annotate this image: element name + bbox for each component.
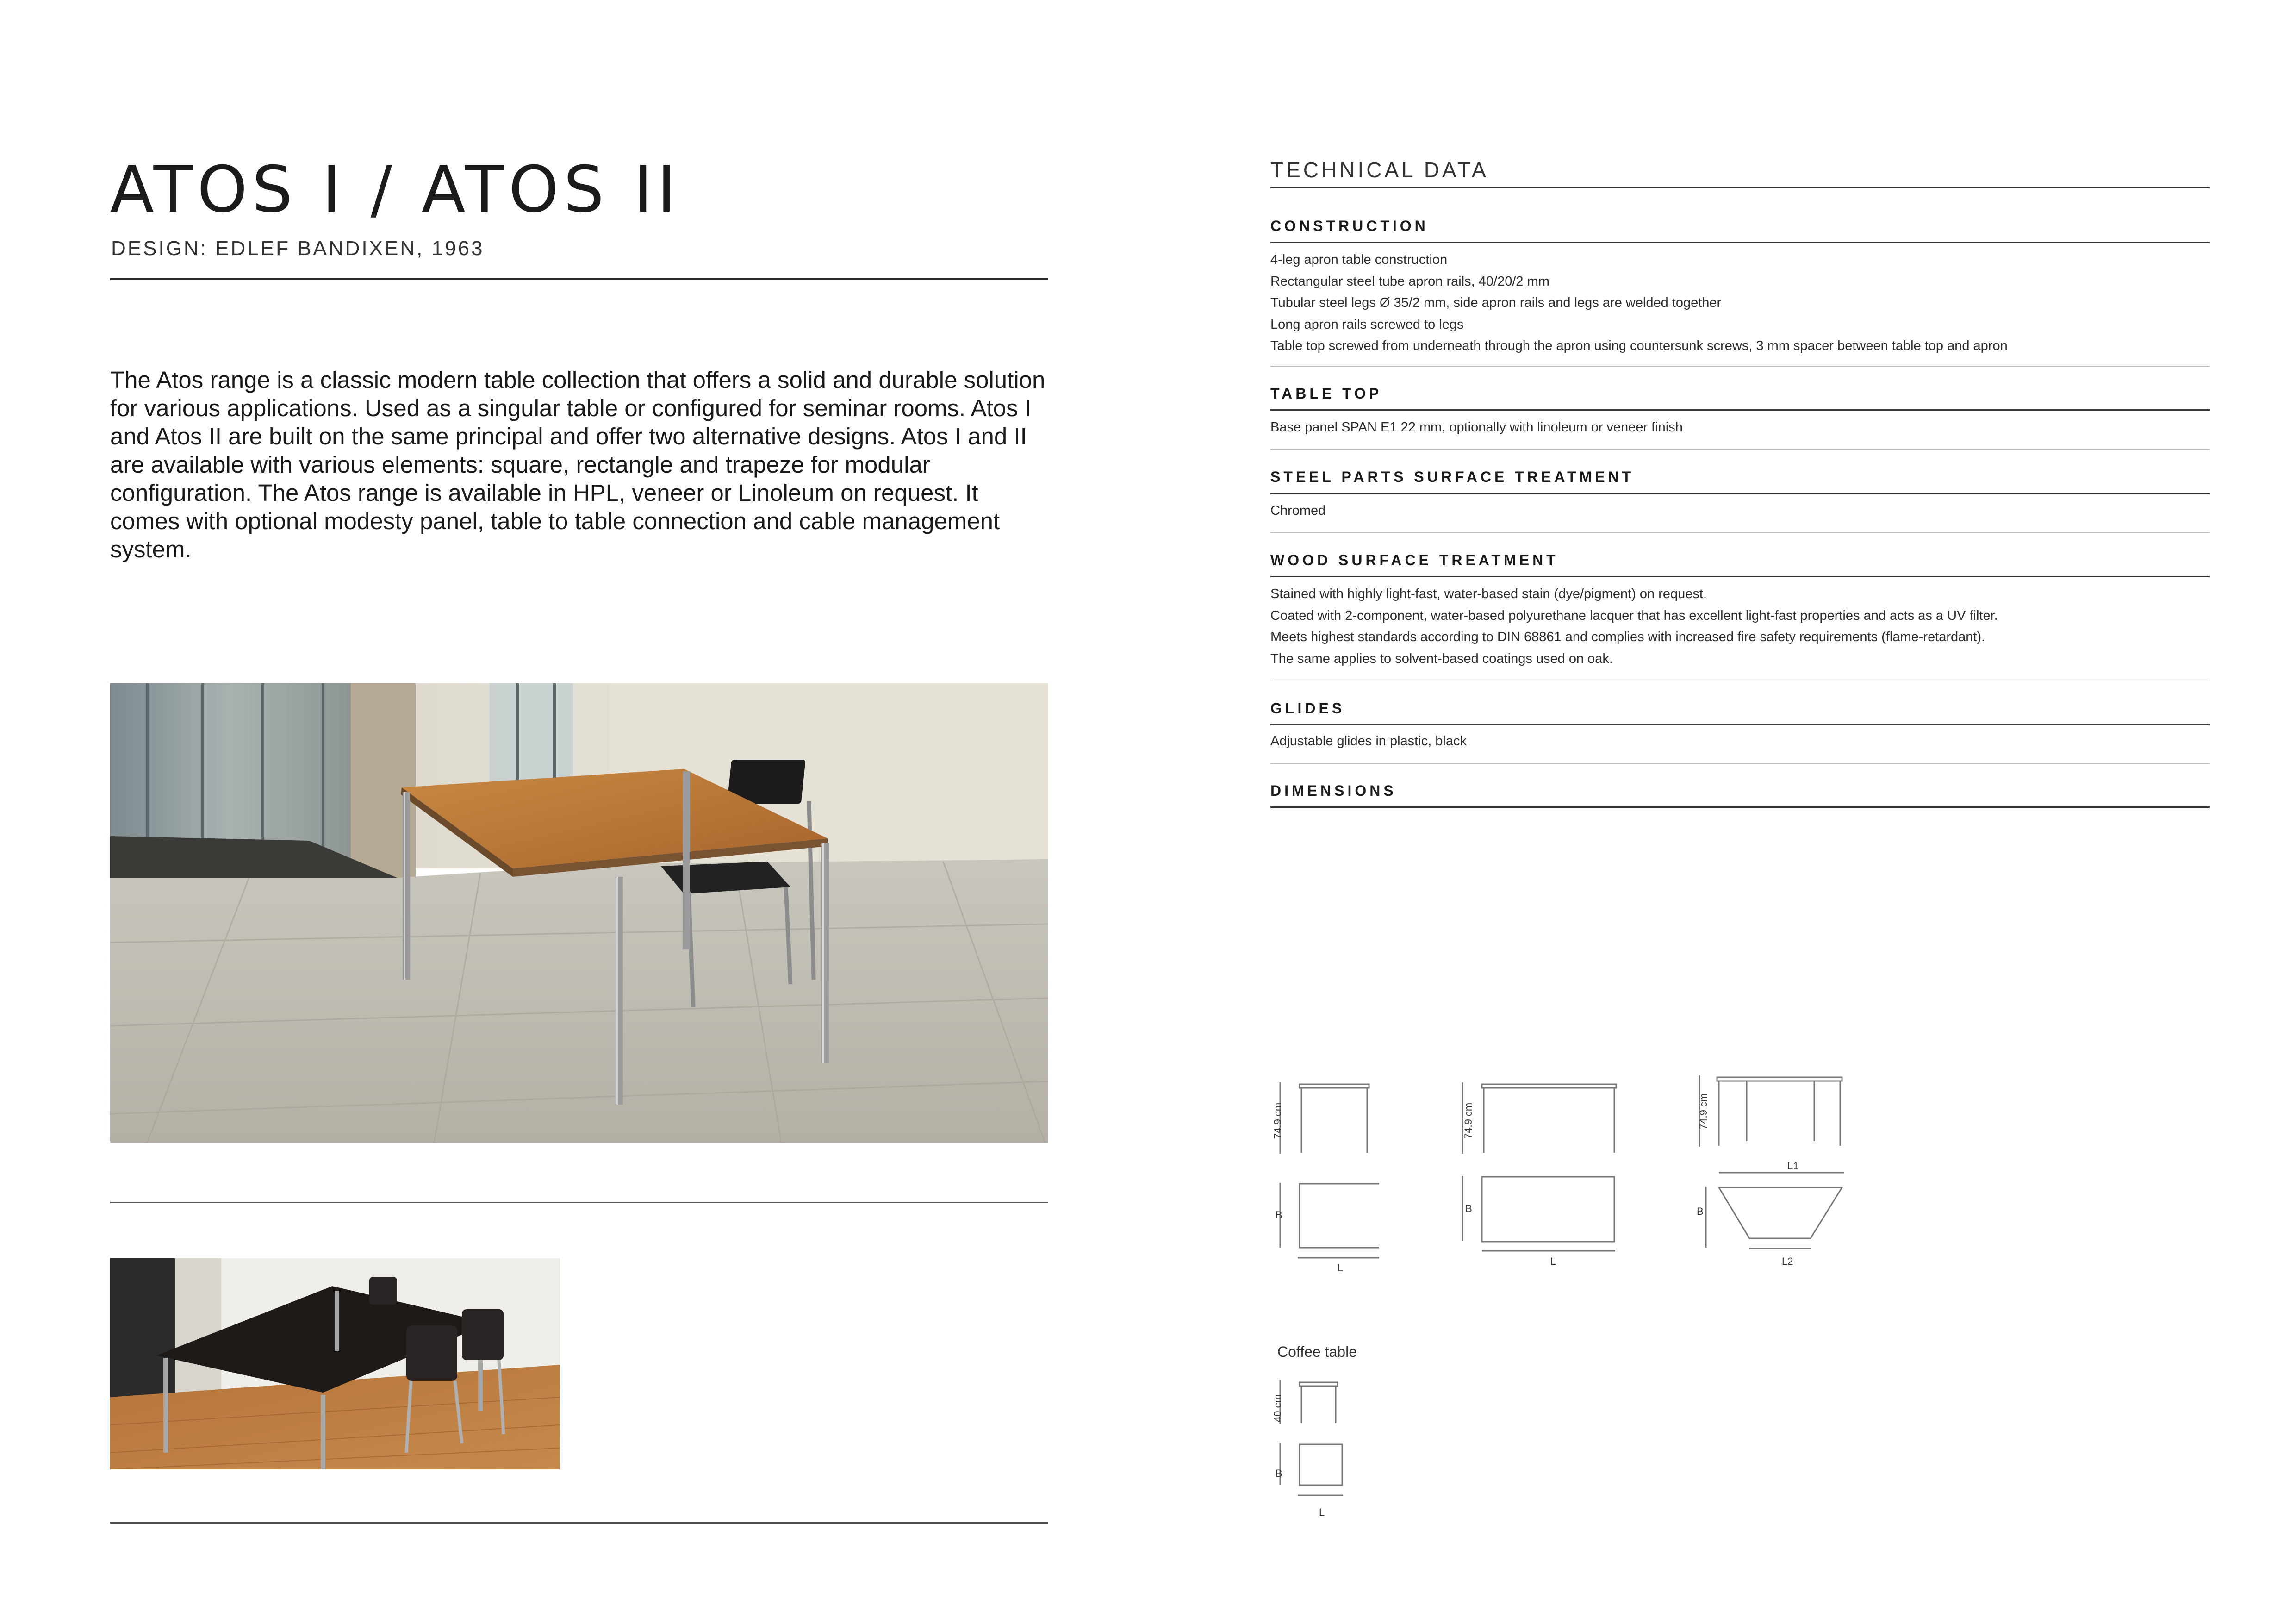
height-label: 74.9 cm <box>1272 1102 1283 1139</box>
length-label: L <box>1319 1506 1325 1518</box>
photo-divider <box>110 1202 1048 1203</box>
section-divider <box>1270 449 2210 450</box>
trapeze-table-elevation <box>1689 1067 1856 1150</box>
section-glides-body <box>1270 731 2210 752</box>
spec-line: Long apron rails screwed to legs <box>1270 317 1464 332</box>
section-construction-title: CONSTRUCTION <box>1270 218 1429 234</box>
section-wood-title: WOOD SURFACE TREATMENT <box>1270 552 1559 568</box>
trapeze-table-plan <box>1689 1169 1856 1257</box>
section-steel-title: STEEL PARTS SURFACE TREATMENT <box>1270 468 1635 485</box>
section-divider <box>1270 532 2210 533</box>
spec-line: Base panel SPAN E1 22 mm, optionally with linoleum or veneer finish <box>1270 420 1683 435</box>
section-rule <box>1270 409 2210 411</box>
spec-line: The same applies to solvent-based coatings used on oak. <box>1270 651 1613 666</box>
section-wood-body <box>1270 583 2210 669</box>
rectangle-table-plan <box>1458 1171 1624 1264</box>
square-table-elevation <box>1268 1074 1379 1157</box>
width-label: B <box>1276 1468 1282 1479</box>
height-label: 74.9 cm <box>1462 1102 1474 1139</box>
width-label: B <box>1465 1203 1472 1214</box>
section-divider <box>1270 763 2210 764</box>
spec-line: Chromed <box>1270 503 1326 518</box>
product-photo-lobby <box>110 683 1048 1143</box>
spec-line: 4-leg apron table construction <box>1270 252 1448 267</box>
spec-line: Adjustable glides in plastic, black <box>1270 734 1467 749</box>
section-rule <box>1270 242 2210 243</box>
coffee-height-label: 40 cm <box>1272 1394 1283 1422</box>
spec-line: Rectangular steel tube apron rails, 40/20/2 mm <box>1270 274 1549 289</box>
width-label: B <box>1276 1209 1282 1221</box>
page-title: ATOS I / ATOS II <box>110 152 681 227</box>
coffee-table-caption: Coffee table <box>1277 1343 1357 1360</box>
section-rule <box>1270 493 2210 494</box>
section-dimensions-title: DIMENSIONS <box>1270 782 1397 799</box>
product-photo-dining <box>110 1258 560 1469</box>
section-construction-body <box>1270 249 2210 357</box>
rectangle-table-elevation <box>1458 1074 1624 1157</box>
section-rule <box>1270 724 2210 725</box>
intro-paragraph: The Atos range is a classic modern table collection that offers a solid and durable solution for various applications. Used as a singular table or configured for seminar rooms. Atos I and Atos II are built on the same principal and offer two alternative designs. Atos I and II are available with various elements: square, rectangle and trapeze for modular configuration. The Atos range is available in HPL, veneer or Linoleum on request. It comes with optional modesty panel, table to table connection and cable management system. <box>110 367 1045 562</box>
l2-label: L2 <box>1782 1255 1793 1267</box>
l1-label: L1 <box>1787 1160 1799 1172</box>
spec-line: Table top screwed from underneath through the apron using countersunk screws, 3 mm spacer between table top and apron <box>1270 338 2008 353</box>
width-label: B <box>1697 1206 1704 1217</box>
title-divider <box>110 278 1048 280</box>
section-divider <box>1270 366 2210 367</box>
square-table-plan <box>1268 1178 1379 1266</box>
spec-line: Stained with highly light-fast, water-based stain (dye/pigment) on request. <box>1270 587 1707 601</box>
design-credit: DESIGN: EDLEF BANDIXEN, 1963 <box>111 237 485 260</box>
section-rule <box>1270 576 2210 577</box>
spec-line: Tubular steel legs Ø 35/2 mm, side apron rails and legs are welded together <box>1270 295 1722 310</box>
section-table-top-title: TABLE TOP <box>1270 385 1382 402</box>
spec-line: Meets highest standards according to DIN 68861 and complies with increased fire safety requirements (flame-retardant). <box>1270 630 1985 644</box>
spec-line: Coated with 2-component, water-based polyurethane lacquer that has excellent light-fast properties and acts as a UV filter. <box>1270 608 1998 623</box>
section-steel-body <box>1270 500 2210 522</box>
technical-data-heading: TECHNICAL DATA <box>1270 158 1489 182</box>
section-rule <box>1270 806 2210 808</box>
section-table-top-body <box>1270 417 2210 438</box>
section-glides-title: GLIDES <box>1270 700 1345 717</box>
height-label: 74.9 cm <box>1698 1093 1709 1130</box>
length-label: L <box>1338 1262 1344 1274</box>
length-label: L <box>1550 1255 1556 1267</box>
bottom-divider <box>110 1522 1048 1524</box>
technical-heading-rule <box>1270 187 2210 188</box>
